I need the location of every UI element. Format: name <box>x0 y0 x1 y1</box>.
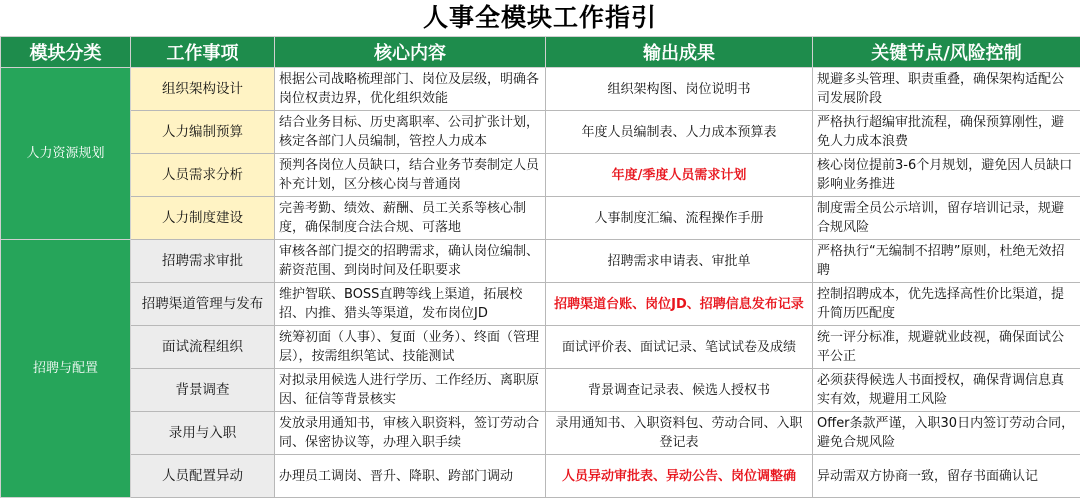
table-row <box>1 197 1080 240</box>
output-cell: 组织架构图、岗位说明书 <box>546 68 813 111</box>
content-cell: 预判各岗位人员缺口，结合业务节奏制定人员补充计划，区分核心岗与普通岗 <box>275 154 546 197</box>
item-cell: 人员需求分析 <box>131 154 275 197</box>
output-cell: 面试评价表、面试记录、笔试试卷及成绩 <box>546 326 813 369</box>
item-cell: 面试流程组织 <box>131 326 275 369</box>
risk-cell: 异动需双方协商一致，留存书面确认记 <box>813 455 1080 498</box>
content-cell: 根据公司战略梳理部门、岗位及层级，明确各岗位权责边界，优化组织效能 <box>275 68 546 111</box>
table-row <box>1 240 1080 283</box>
risk-cell: 统一评分标准，规避就业歧视，确保面试公平公正 <box>813 326 1080 369</box>
content-cell: 统筹初面（人事）、复面（业务）、终面（管理层），按需组织笔试、技能测试 <box>275 326 546 369</box>
output-cell-highlight: 年度/季度人员需求计划 <box>546 154 813 197</box>
item-cell: 组织架构设计 <box>131 68 275 111</box>
table-row <box>1 412 1080 455</box>
table-row <box>1 68 1080 111</box>
table-row <box>1 154 1080 197</box>
table-row <box>1 326 1080 369</box>
header-category: 模块分类 <box>1 37 131 68</box>
risk-cell: 控制招聘成本，优先选择高性价比渠道，提升简历匹配度 <box>813 283 1080 326</box>
content-cell: 办理员工调岗、晋升、降职、跨部门调动 <box>275 455 546 498</box>
item-cell: 背景调查 <box>131 369 275 412</box>
header-content: 核心内容 <box>275 37 546 68</box>
output-cell: 录用通知书、入职资料包、劳动合同、入职登记表 <box>546 412 813 455</box>
header-output: 输出成果 <box>546 37 813 68</box>
item-cell: 人员配置异动 <box>131 455 275 498</box>
header-item: 工作事项 <box>131 37 275 68</box>
guide-table <box>0 36 1080 498</box>
content-cell: 维护智联、BOSS直聘等线上渠道，拓展校招、内推、猎头等渠道，发布岗位JD <box>275 283 546 326</box>
table-row <box>1 369 1080 412</box>
table-row <box>1 283 1080 326</box>
header-row <box>1 37 1080 68</box>
item-cell: 招聘渠道管理与发布 <box>131 283 275 326</box>
content-cell: 发放录用通知书，审核入职资料，签订劳动合同、保密协议等，办理入职手续 <box>275 412 546 455</box>
table-row <box>1 455 1080 498</box>
output-cell: 背景调查记录表、候选人授权书 <box>546 369 813 412</box>
risk-cell: Offer条款严谨，入职30日内签订劳动合同，避免合规风险 <box>813 412 1080 455</box>
content-cell: 结合业务目标、历史离职率、公司扩张计划，核定各部门人员编制，管控人力成本 <box>275 111 546 154</box>
output-cell-highlight: 人员异动审批表、异动公告、岗位调整确 <box>546 455 813 498</box>
category-cell: 招聘与配置 <box>1 240 131 498</box>
output-cell: 招聘需求申请表、审批单 <box>546 240 813 283</box>
item-cell: 人力编制预算 <box>131 111 275 154</box>
category-cell: 人力资源规划 <box>1 68 131 240</box>
output-cell: 年度人员编制表、人力成本预算表 <box>546 111 813 154</box>
output-cell-highlight: 招聘渠道台账、岗位JD、招聘信息发布记录 <box>546 283 813 326</box>
content-cell: 完善考勤、绩效、薪酬、员工关系等核心制度，确保制度合法合规、可落地 <box>275 197 546 240</box>
output-cell: 人事制度汇编、流程操作手册 <box>546 197 813 240</box>
risk-cell: 制度需全员公示培训，留存培训记录，规避合规风险 <box>813 197 1080 240</box>
content-cell: 审核各部门提交的招聘需求，确认岗位编制、薪资范围、到岗时间及任职要求 <box>275 240 546 283</box>
risk-cell: 严格执行“无编制不招聘”原则，杜绝无效招聘 <box>813 240 1080 283</box>
table-row <box>1 111 1080 154</box>
risk-cell: 核心岗位提前3-6个月规划，避免因人员缺口影响业务推进 <box>813 154 1080 197</box>
content-cell: 对拟录用候选人进行学历、工作经历、离职原因、征信等背景核实 <box>275 369 546 412</box>
item-cell: 招聘需求审批 <box>131 240 275 283</box>
item-cell: 人力制度建设 <box>131 197 275 240</box>
header-risk: 关键节点/风险控制 <box>813 37 1080 68</box>
risk-cell: 严格执行超编审批流程，确保预算刚性，避免人力成本浪费 <box>813 111 1080 154</box>
item-cell: 录用与入职 <box>131 412 275 455</box>
risk-cell: 规避多头管理、职责重叠，确保架构适配公司发展阶段 <box>813 68 1080 111</box>
risk-cell: 必须获得候选人书面授权，确保背调信息真实有效，规避用工风险 <box>813 369 1080 412</box>
page-title: 人事全模块工作指引 <box>0 0 1080 36</box>
